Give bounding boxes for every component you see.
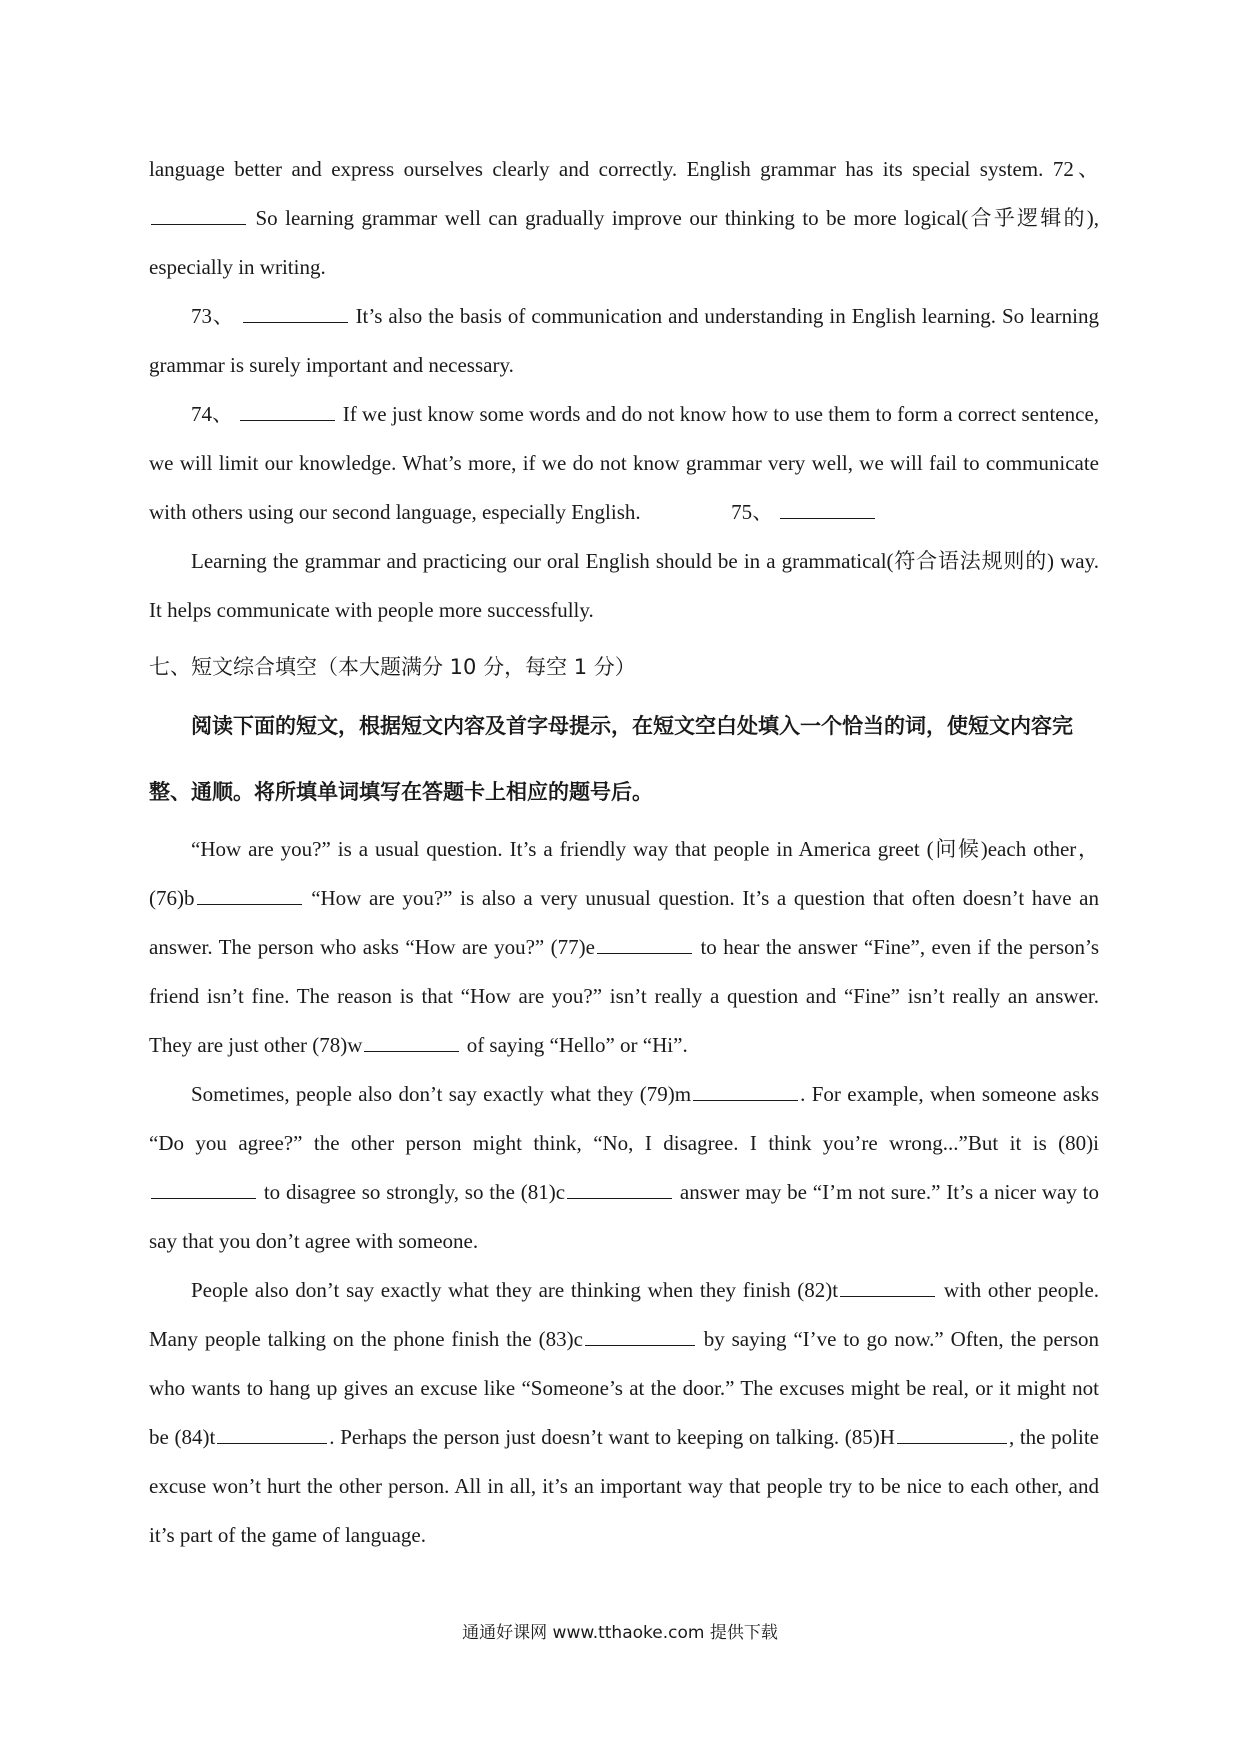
question-number: 75、 bbox=[731, 500, 774, 524]
section-instruction: 阅读下面的短文，根据短文内容及首字母提示，在短文空白处填入一个恰当的词，使短文内容完整、通顺。将所填单词填写在答题卡上相应的题号后。 bbox=[149, 714, 1073, 804]
answer-blank-81 bbox=[567, 1180, 672, 1199]
page-content bbox=[149, 145, 1099, 1560]
answer-blank-76 bbox=[197, 886, 302, 905]
cloze-text: Sometimes, people also don’t say exactly what they (79)m bbox=[191, 1082, 692, 1106]
cloze-paragraph-3 bbox=[149, 1266, 1099, 1560]
passage-text: Learning the grammar and practicing our oral English should be in a grammatical(符合语法规则的) way. It helps communicate with people more successfully. bbox=[149, 549, 1099, 622]
answer-blank-85 bbox=[897, 1425, 1007, 1444]
passage-paragraph-74 bbox=[149, 390, 1099, 537]
cloze-text: “How are you?” is a usual question. It’s a friendly way that people in America greet (问候)each other，(76)b bbox=[149, 837, 1099, 910]
answer-blank-77 bbox=[597, 935, 692, 954]
passage-paragraph-last bbox=[149, 537, 1099, 635]
cloze-text: . Perhaps the person just doesn’t want to keeping on talking. (85)H bbox=[329, 1425, 895, 1449]
cloze-text: to disagree so strongly, so the (81)c bbox=[263, 1180, 566, 1204]
answer-blank-73 bbox=[243, 304, 348, 323]
cloze-text: . For example, when someone asks “Do you agree?” the other person might think, “No, I disagree. I think you’re wrong...”But it is (80)i bbox=[149, 1082, 1099, 1155]
answer-blank-75 bbox=[780, 500, 875, 519]
answer-blank-78 bbox=[364, 1033, 459, 1052]
page-footer: 通通好课网 www.tthaoke.com 提供下载 bbox=[462, 1623, 778, 1643]
cloze-text: People also don’t say exactly what they are thinking when they finish (82)t bbox=[191, 1278, 839, 1302]
passage-text: So learning grammar well can gradually improve our thinking to be more logical(合乎逻辑的), especially in writing. bbox=[149, 206, 1100, 279]
answer-blank-80 bbox=[151, 1180, 256, 1199]
passage-text: If we just know some words and do not know how to use them to form a correct sentence, we will limit our knowledge. What’s more, if we do not know grammar very well, we will fail to communicate with others using our second language, especially English. bbox=[149, 402, 1100, 524]
passage-paragraph-72 bbox=[149, 145, 1099, 292]
question-number: 74、 bbox=[191, 402, 234, 426]
cloze-text: by saying “I’ve to go now.” Often, the person who wants to hang up gives an excuse like “Someone’s at the door.” The excuses might be real, or it might not be (84)t bbox=[149, 1327, 1099, 1449]
section-title: 七、短文综合填空（本大题满分 10 分，每空 1 分） bbox=[149, 655, 636, 679]
cloze-paragraph-2 bbox=[149, 1070, 1099, 1266]
answer-blank-79 bbox=[693, 1082, 798, 1101]
cloze-text: answer may be “I’m not sure.” It’s a nicer way to say that you don’t agree with someone. bbox=[149, 1180, 1100, 1253]
cloze-text: with other people. Many people talking on the phone finish the (83)c bbox=[149, 1278, 1100, 1351]
passage-text: language better and express ourselves clearly and correctly. English grammar has its special system. 72、 bbox=[149, 157, 1099, 181]
answer-blank-74 bbox=[240, 402, 335, 421]
passage-text: It’s also the basis of communication and understanding in English learning. So learning grammar is surely important and necessary. bbox=[149, 304, 1099, 377]
cloze-text: “How are you?” is also a very unusual question. It’s a question that often doesn’t have an answer. The person who asks “How are you?” (77)e bbox=[149, 886, 1100, 959]
answer-blank-82 bbox=[840, 1278, 935, 1297]
answer-blank-72 bbox=[151, 206, 246, 225]
passage-paragraph-73 bbox=[149, 292, 1099, 390]
cloze-paragraph-1 bbox=[149, 825, 1099, 1070]
answer-blank-83 bbox=[585, 1327, 695, 1346]
cloze-text: to hear the answer “Fine”, even if the person’s friend isn’t fine. The reason is that “How are you?” isn’t really a question and “Fine” isn’t really an answer. They are just other (78)w bbox=[149, 935, 1099, 1057]
cloze-text: , the polite excuse won’t hurt the other person. All in all, it’s an important way that people try to be nice to each other, and it’s part of the game of language. bbox=[149, 1425, 1099, 1547]
answer-blank-84 bbox=[217, 1425, 327, 1444]
cloze-text: of saying “Hello” or “Hi”. bbox=[466, 1033, 688, 1057]
question-number: 73、 bbox=[191, 304, 235, 328]
